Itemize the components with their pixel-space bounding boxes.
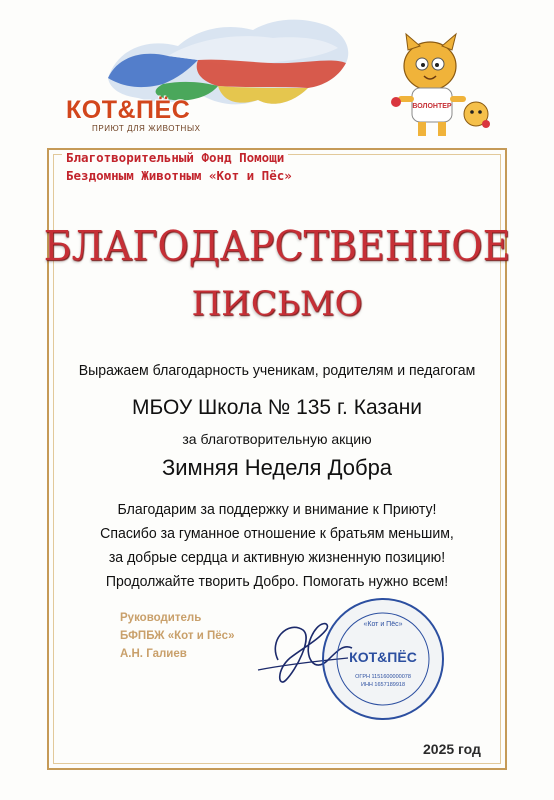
stamp-logo-text: КОТ&ПЁС: [349, 649, 417, 665]
thanks-line: Благодарим за поддержку и внимание к Приюту!: [117, 501, 437, 518]
signatory-name: А.Н. Галиев: [120, 648, 187, 660]
fund-name-line1: Благотворительный Фонд Помощи: [62, 150, 288, 165]
certificate-title: БЛАГОДАРСТВЕННОЕ: [43, 222, 511, 270]
thanks-line: Спасибо за гуманное отношение к братьям меньшим,: [100, 525, 454, 542]
school-name: МБОУ Школа № 135 г. Казани: [131, 396, 423, 419]
signatory-org: БФПБЖ «Кот и Пёс»: [120, 630, 235, 642]
volunteer-cat-mascot: [378, 26, 498, 138]
mascot-label: ВОЛОНТЕР: [412, 103, 452, 110]
document-date: 2025 год: [420, 741, 484, 757]
logo-text: КОТ&ПЁС: [66, 96, 191, 124]
intro-text: Выражаем благодарность ученикам, родителям и педагогам: [78, 362, 476, 379]
for-action-text: за благотворительную акцию: [182, 431, 372, 447]
signatory-role: Руководитель: [120, 612, 202, 624]
stamp-ogrn: ОГРН 1151600000078: [355, 674, 411, 680]
thanks-line: за добрые сердца и активную жизненную позицию!: [108, 549, 446, 566]
logo-subtitle: ПРИЮТ ДЛЯ ЖИВОТНЫХ: [92, 124, 201, 133]
organization-stamp: [320, 596, 446, 722]
action-name: Зимняя Неделя Добра: [161, 455, 393, 480]
fund-name-line2: Бездомным Животным «Кот и Пёс»: [62, 168, 296, 183]
stamp-inn: ИНН 1657189918: [360, 682, 406, 688]
thanks-line: Продолжайте творить Добро. Помогать нужно всем!: [105, 573, 449, 590]
stamp-org: «Кот и Пёс»: [363, 621, 403, 628]
certificate-subtitle: ПИСЬМО: [191, 284, 363, 324]
